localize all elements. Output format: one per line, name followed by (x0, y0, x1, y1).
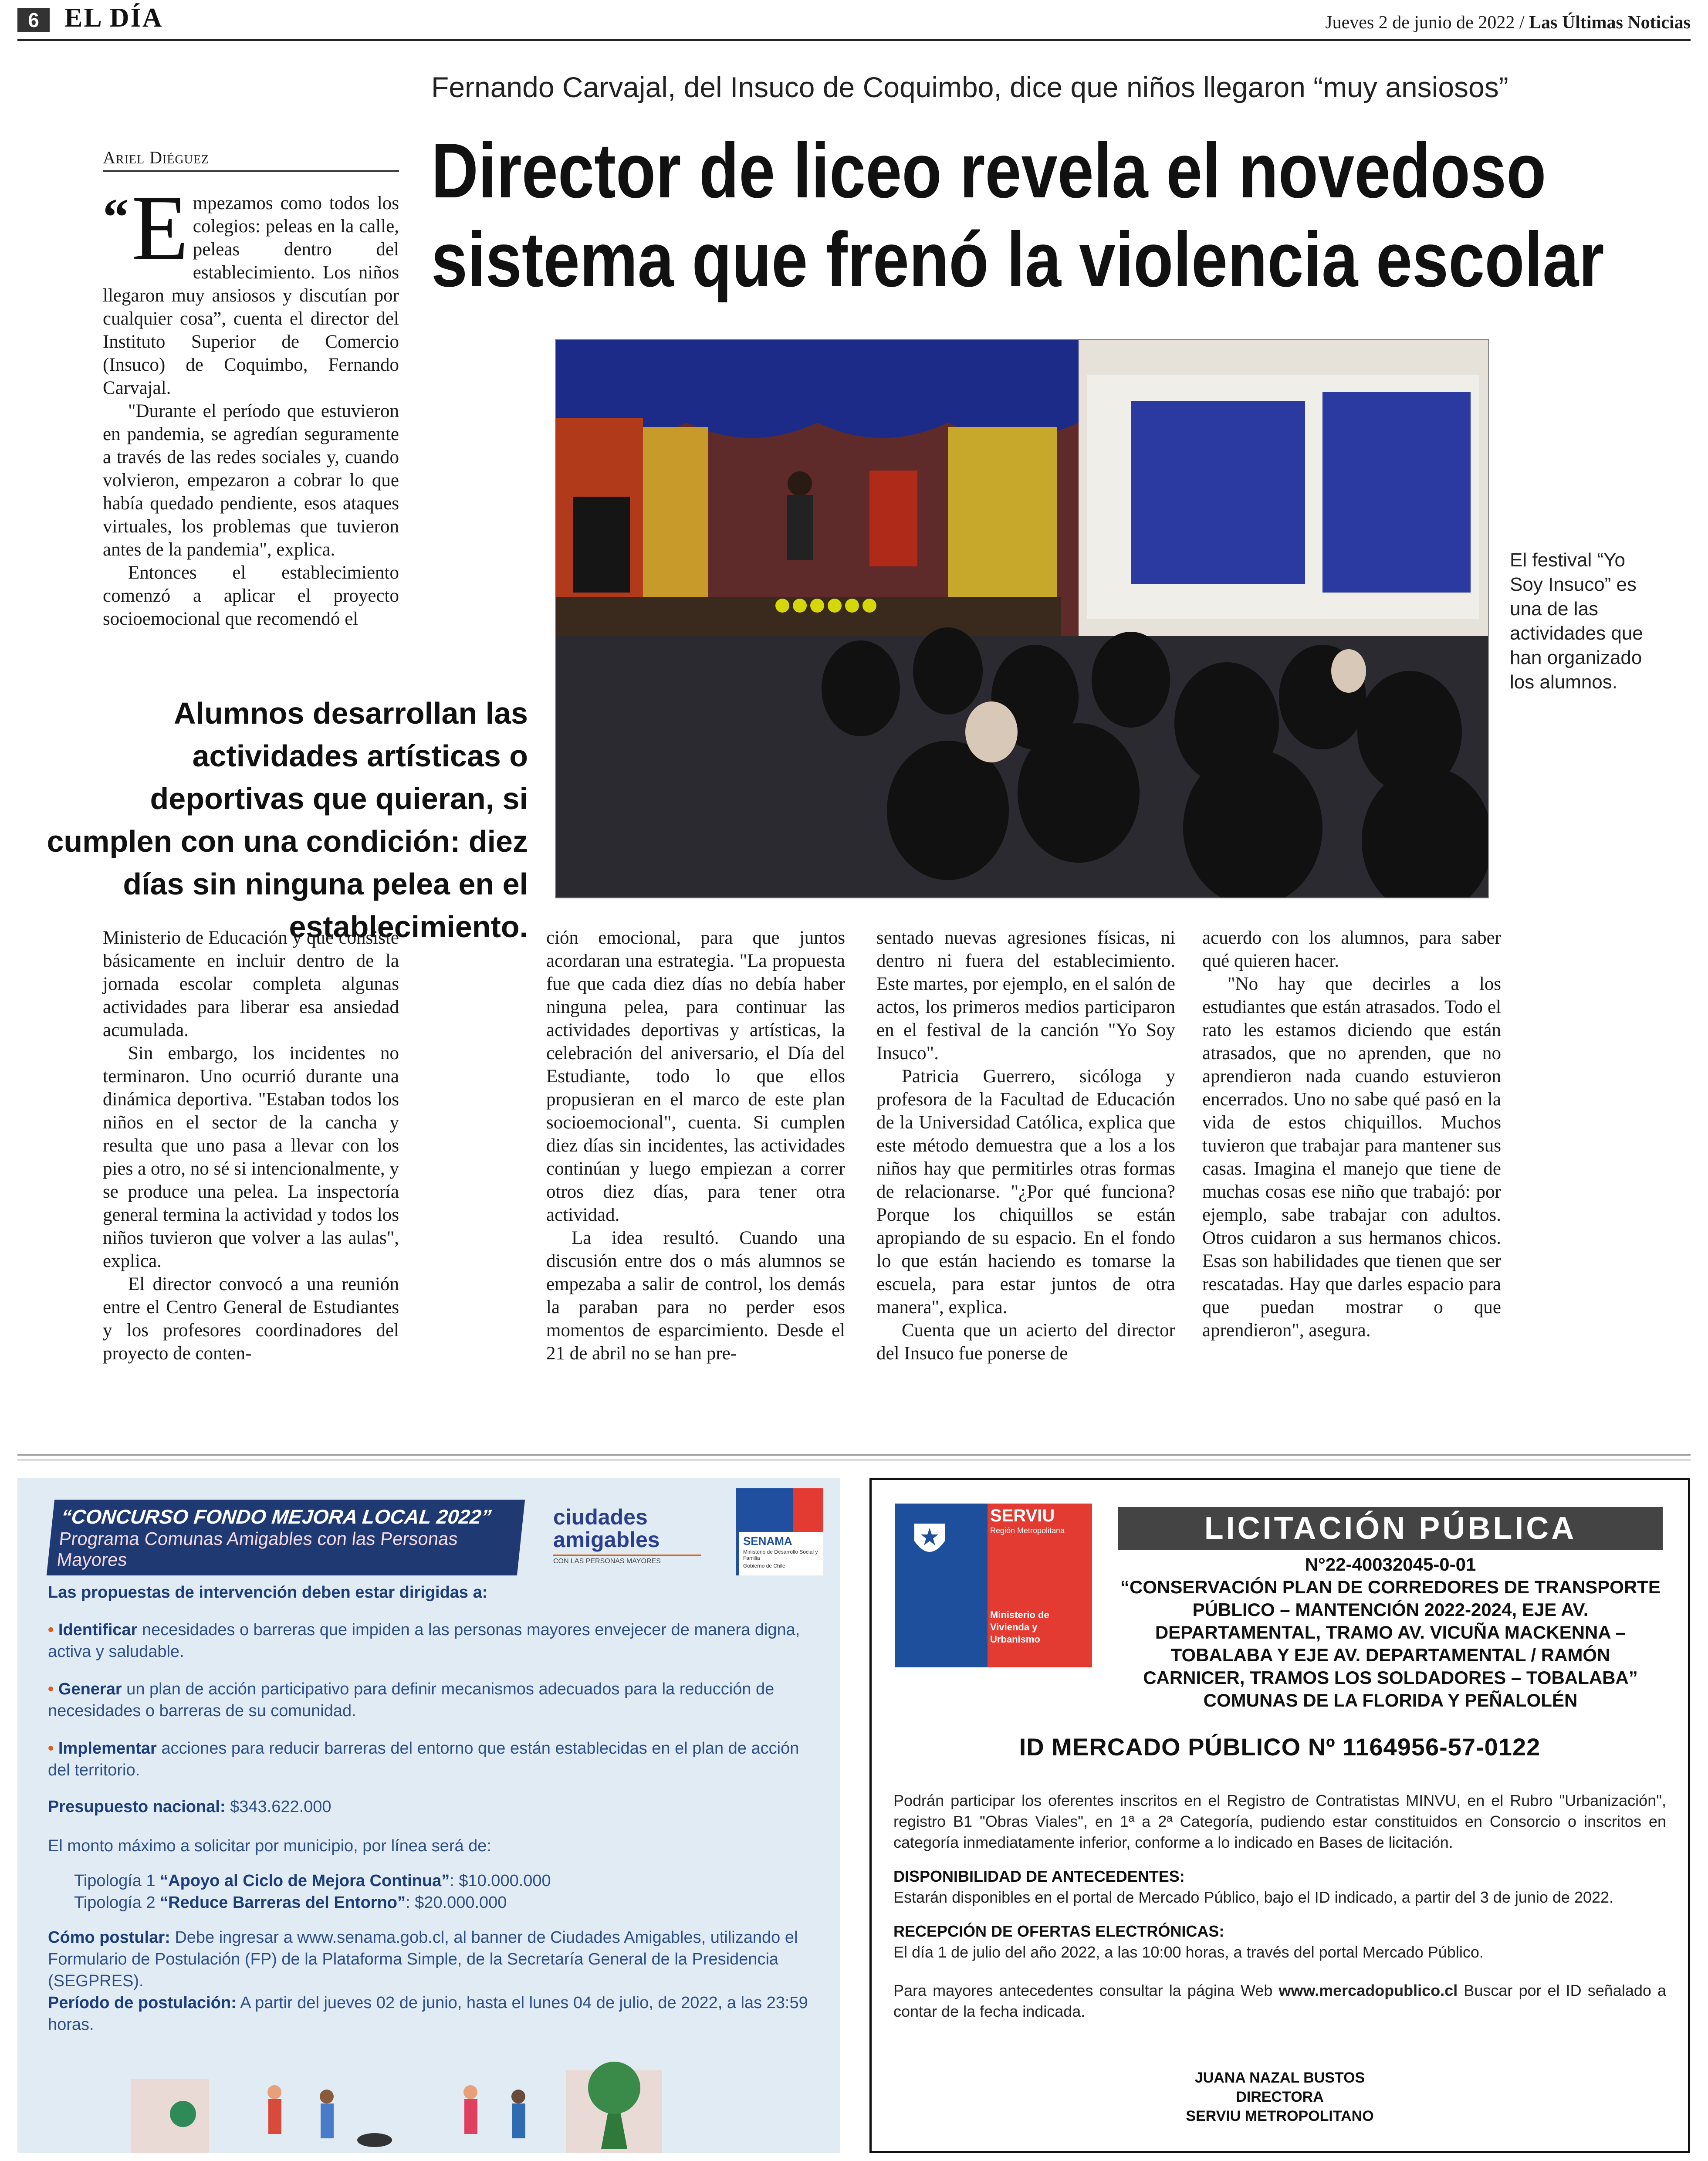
senama-budget-label: Presupuesto nacional: (48, 1798, 226, 1816)
article-column-4 (1202, 926, 1501, 1342)
col2-paragraph-2: La idea resultó. Cuando una discusión entre dos o más alumnos se empezaba a salir de control, los demás la paraban para no perder esos momentos de esparcimiento. Desde el 21 de abril no se han pre- (546, 1228, 845, 1364)
col3-paragraph-3: Cuenta que un acierto del director del Insuco fue ponerse de (876, 1320, 1175, 1364)
senama-bullet-1 (48, 1619, 823, 1663)
mercado-publico-link[interactable]: www.mercadopublico.cl (1278, 1981, 1458, 1999)
senama-ad-intro: Las propuestas de intervención deben estar dirigidas a: (48, 1583, 488, 1602)
col4-paragraph-1: acuerdo con los alumnos, para saber qué quieren hacer. (1202, 928, 1501, 971)
intro-paragraph-2: "Durante el período que estuvieron en pandemia, se agredían seguramente a través de las redes sociales y, cuando volvieron, empezaron a cobrar lo que había quedado pendiente, esos ataques virtuales, los problemas que tuvieron antes de la pandemia", explica. (103, 401, 399, 560)
tender-number: N°22-40032045-0-01 (1305, 1554, 1476, 1575)
festival-photo-illustration (556, 340, 1489, 898)
signatory-org: SERVIU METROPOLITANO (1186, 2108, 1374, 2124)
article-column-1 (103, 926, 399, 1365)
senama-how-to-apply (48, 1927, 823, 1992)
col2-paragraph-1: ción emocional, para que juntos acordaran una estrategia. "La propuesta fue que cada diez días no debía haber ninguna pelea, para continuar las actividades deportivas y artísticas, la celebración del aniversario, el Día del Estudiante, todo lo que ellos propusieran en el marco de este plan socioemocional", cuenta. Si cumplen diez días sin incidentes, las actividades continúan y luego empiezan a correr otros diez días, para tener otra actividad. (546, 928, 845, 1225)
application-period-text: A partir del jueves 02 de junio, hasta el lunes 04 de julio, de 2022, a las 23:59 horas. (48, 1994, 808, 2034)
senama-budget-value: $343.622.000 (230, 1798, 331, 1816)
ads-separator-top (17, 1454, 1691, 1456)
signatory-name: JUANA NAZAL BUSTOS (1194, 2070, 1365, 2086)
header-rule (17, 39, 1691, 41)
opening-quote-mark: “ (103, 192, 129, 246)
availability-heading: DISPONIBILIDAD DE ANTECEDENTES: (893, 1867, 1185, 1885)
senama-ad-body (48, 1582, 823, 2036)
tender-communes: COMUNAS DE LA FLORIDA Y PEÑALOLÉN (1203, 1690, 1578, 1711)
serviu-logo-text: SERVIU (990, 1506, 1055, 1525)
col1-paragraph-3: El director convocó a una reunión entre el Centro General de Estudiantes y los profesores coordinadores del proyecto de conten- (103, 1274, 399, 1364)
serviu-ad (869, 1478, 1690, 2153)
senama-bullet-2 (48, 1678, 823, 1722)
ministry-label: Ministerio de Vivienda y Urbanismo (990, 1609, 1049, 1645)
senama-ad-subtitle: Programa Comunas Amigables con las Personas Mayores (56, 1528, 459, 1570)
col1-paragraph-2: Sin embargo, los incidentes no terminaron. Uno ocurrió durante una dinámica deportiva. "Estaban todos los niños en el sector de la cancha y resulta que uno pasa a llevar con los pies a otro, no sé si intencionalmente, y se produce una pelea. La inspectoría general termina la actividad y todos los niños tuvieron que volver a las aulas", explica. (103, 1043, 399, 1271)
mercado-publico-id: ID MERCADO PÚBLICO Nº 1164956-57-0122 (1019, 1733, 1541, 1761)
pull-quote: Alumnos desarrollan las actividades artísticas o deportivas que quieran, si cumplen con una condición: diez días sin ninguna pelea en el establecimiento. (47, 696, 528, 944)
typology-1-value: : $10.000.000 (450, 1872, 551, 1890)
availability-text: Estarán disponibles en el portal de Mercado Público, bajo el ID indicado, a partir del 3 de junio de 2022. (893, 1888, 1614, 1906)
senama-bullet-3 (48, 1738, 823, 1781)
senama-bullet-3-keyword: Implementar (58, 1739, 157, 1758)
senama-logo-sub: Ministerio de Desarrollo Social y Familia (743, 1549, 818, 1561)
bullet-dot-icon: • (48, 1739, 54, 1758)
how-to-apply-label: Cómo postular: (48, 1928, 170, 1947)
serviu-region: Región Metropolitana (990, 1526, 1065, 1535)
senama-logo-label: SENAMA (743, 1534, 792, 1548)
typology-2-value: : $20.000.000 (406, 1893, 507, 1912)
page-number: 6 (17, 8, 50, 32)
senama-budget (48, 1796, 823, 1818)
serviu-ad-body (893, 1790, 1666, 2022)
newspaper-name: Las Últimas Noticias (1529, 13, 1691, 33)
headline-line-2: sistema que frenó la violencia escolar (431, 216, 1604, 303)
application-period-label: Período de postulación: (48, 1994, 237, 2012)
senama-ad (17, 1478, 840, 2153)
tender-details (1118, 1553, 1663, 1712)
senama-max-amount: El monto máximo a solicitar por municipio, por línea será de: (48, 1837, 492, 1855)
senama-application-period (48, 1992, 823, 2036)
ciudades-amigables-logo (553, 1506, 701, 1565)
typology-2-name: “Reduce Barreras del Entorno” (160, 1893, 406, 1912)
government-label: Gobierno de Chile (743, 1563, 785, 1569)
senama-bullet-2-keyword: Generar (58, 1680, 122, 1698)
senama-ad-title: “CONCURSO FONDO MEJORA LOCAL 2022” (60, 1505, 493, 1528)
tender-title: LICITACIÓN PÚBLICA (1118, 1507, 1663, 1550)
senama-logo (736, 1488, 823, 1575)
offers-heading: RECEPCIÓN DE OFERTAS ELECTRÓNICAS: (893, 1922, 1224, 1940)
drop-cap: E (132, 192, 189, 280)
more-info-prefix: Para mayores antecedentes consultar la página Web (893, 1981, 1279, 1999)
intro-paragraph-1: mpezamos como todos los colegios: peleas en la calle, peleas dentro del establecimiento. Los niños llegaron muy ansiosos y discutían por cualquier cosa”, cuenta el director del Instituto Superior de Comercio (Insuco) de Coquimbo, Fernando Carvajal. (103, 193, 399, 398)
typology-1-label: Tipología 1 (74, 1872, 160, 1890)
more-info-text (893, 1980, 1666, 2022)
article-column-3 (876, 926, 1175, 1365)
more-info-suffix: Buscar por el ID señalado a contar de la fecha indicada. (893, 1981, 1666, 2020)
offers-text: El día 1 de julio del año 2022, a las 10:00 horas, a través del portal Mercado Público. (893, 1943, 1484, 1961)
participants-text: Podrán participar los oferentes inscritos en el Registro de Contratistas MINVU, en el Rubro "Urbanización", registro B1 "Obras Viales", en 1ª a 2ª Categoría, pudiendo estar constituidos en Consorcio o inscritos en categoría inmediatamente inferior, conforme a lo indicado en Bases de licitación. (893, 1792, 1666, 1851)
signature-block (872, 2068, 1688, 2126)
article-column-2 (546, 926, 845, 1365)
bullet-dot-icon: • (48, 1680, 54, 1698)
headline-line-1: Director de liceo revela el novedoso (431, 127, 1546, 214)
how-to-apply-text: Debe ingresar a www.senama.gob.cl, al banner de Ciudades Amigables, utilizando el Formulario de Postulación (FP) de la Plataforma Simple, de la Secretaría General de la Presidencia (SEGPRES). (48, 1928, 798, 1990)
chile-coat-of-arms-icon (910, 1515, 949, 1563)
date-separator: / (1519, 13, 1525, 33)
date-text: Jueves 2 de junio de 2022 (1325, 13, 1515, 33)
intro-paragraph-3: Entonces el establecimiento comenzó a aplicar el proyecto socioemocional que recomendó el (103, 562, 399, 629)
senama-typology-1 (48, 1870, 823, 1892)
senama-bullet-1-text: necesidades o barreras que impiden a las personas mayores envejecer de manera digna, activa y saludable. (48, 1621, 800, 1661)
article-kicker: Fernando Carvajal, del Insuco de Coquimbo, dice que niños llegaron “muy ansiosos” (431, 71, 1508, 103)
typology-1-name: “Apoyo al Ciclo de Mejora Continua” (160, 1872, 450, 1890)
photo-caption: El festival “Yo Soy Insuco” es una de las actividades que han organizado los alumnos. (1510, 549, 1643, 693)
people-illustration (131, 2062, 697, 2153)
article-photo (555, 339, 1489, 898)
senama-bullet-3-text: acciones para reducir barreras del entorno que están establecidas en el plan de acción del territorio. (48, 1739, 799, 1779)
col4-paragraph-2: "No hay que decirles a los estudiantes que están atrasados. Todo el rato les estamos diciendo que están atrasados, que no aprenden, que no aprendieron nada cuando estuvieron encerrados. Uno no sabe qué pasó en la vida de estos chiquillos. Muchos tuvieron que trabajar para mantener sus casas. Imagina el manejo que tiene de muchas cosas ese niño que trabajó: por ejemplo, sabe trabajar con adultos. Otros cuidaron a sus hermanos chicos. Esas son habilidades que tienen que ser rescatadas. Hay que darles espacio para que puedan mostrar o que aprendieron", asegura. (1202, 974, 1501, 1341)
section-title: EL DÍA (64, 3, 163, 33)
issue-date (1325, 12, 1691, 33)
signatory-role: DIRECTORA (1236, 2089, 1324, 2105)
ciudades-amigables-logo-text: ciudades amigables (553, 1505, 660, 1552)
col1-paragraph-1: Ministerio de Educación y que consiste básicamente en incluir dentro de la jornada escolar completa algunas actividades para liberar esa ansiedad acumulada. (103, 928, 399, 1040)
tender-description: “CONSERVACIÓN PLAN DE CORREDORES DE TRANSPORTE PÚBLICO – MANTENCIÓN 2022-2024, EJE AV. DEPARTAMENTAL, TRAMO AV. VICUÑA MACKENNA –TOBALABA Y EJE AV. DEPARTAMENTAL / RAMÓN CARNICER, TRAMOS LOS SOLDADORES – TOBALABA” (1120, 1577, 1661, 1688)
senama-bullet-2-text: un plan de acción participativo para definir mecanismos adecuados para la reducción de necesidades o barreras de su comunidad. (48, 1680, 775, 1720)
article-headline (431, 126, 1604, 304)
typology-2-label: Tipología 2 (74, 1893, 160, 1912)
senama-ad-title-banner (47, 1500, 525, 1575)
senama-typology-2 (48, 1892, 823, 1914)
col3-paragraph-2: Patricia Guerrero, sicóloga y profesora de la Facultad de Educación de la Universidad Católica, explica que este método demuestra que a los a los niños hay que permitirles otras formas de relacionarse. "¿Por qué funciona? Porque los chiquillos se están apropiando de su espacio. En el fondo lo que están haciendo es tomarse la escuela, para estar juntos de otra manera", explica. (876, 1066, 1175, 1318)
senama-bullet-1-keyword: Identificar (58, 1621, 138, 1639)
bullet-dot-icon: • (48, 1621, 54, 1639)
col3-paragraph-1: sentado nuevas agresiones físicas, ni dentro ni fuera del establecimiento. Este martes, por ejemplo, en el salón de actos, los primeros medios participaron en el festival de la canción "Yo Soy Insuco". (876, 928, 1175, 1064)
byline: Ariel Diéguez (103, 147, 399, 172)
article-intro (103, 192, 399, 671)
ciudades-amigables-logo-sub: CON LAS PERSONAS MAYORES (553, 1555, 701, 1565)
